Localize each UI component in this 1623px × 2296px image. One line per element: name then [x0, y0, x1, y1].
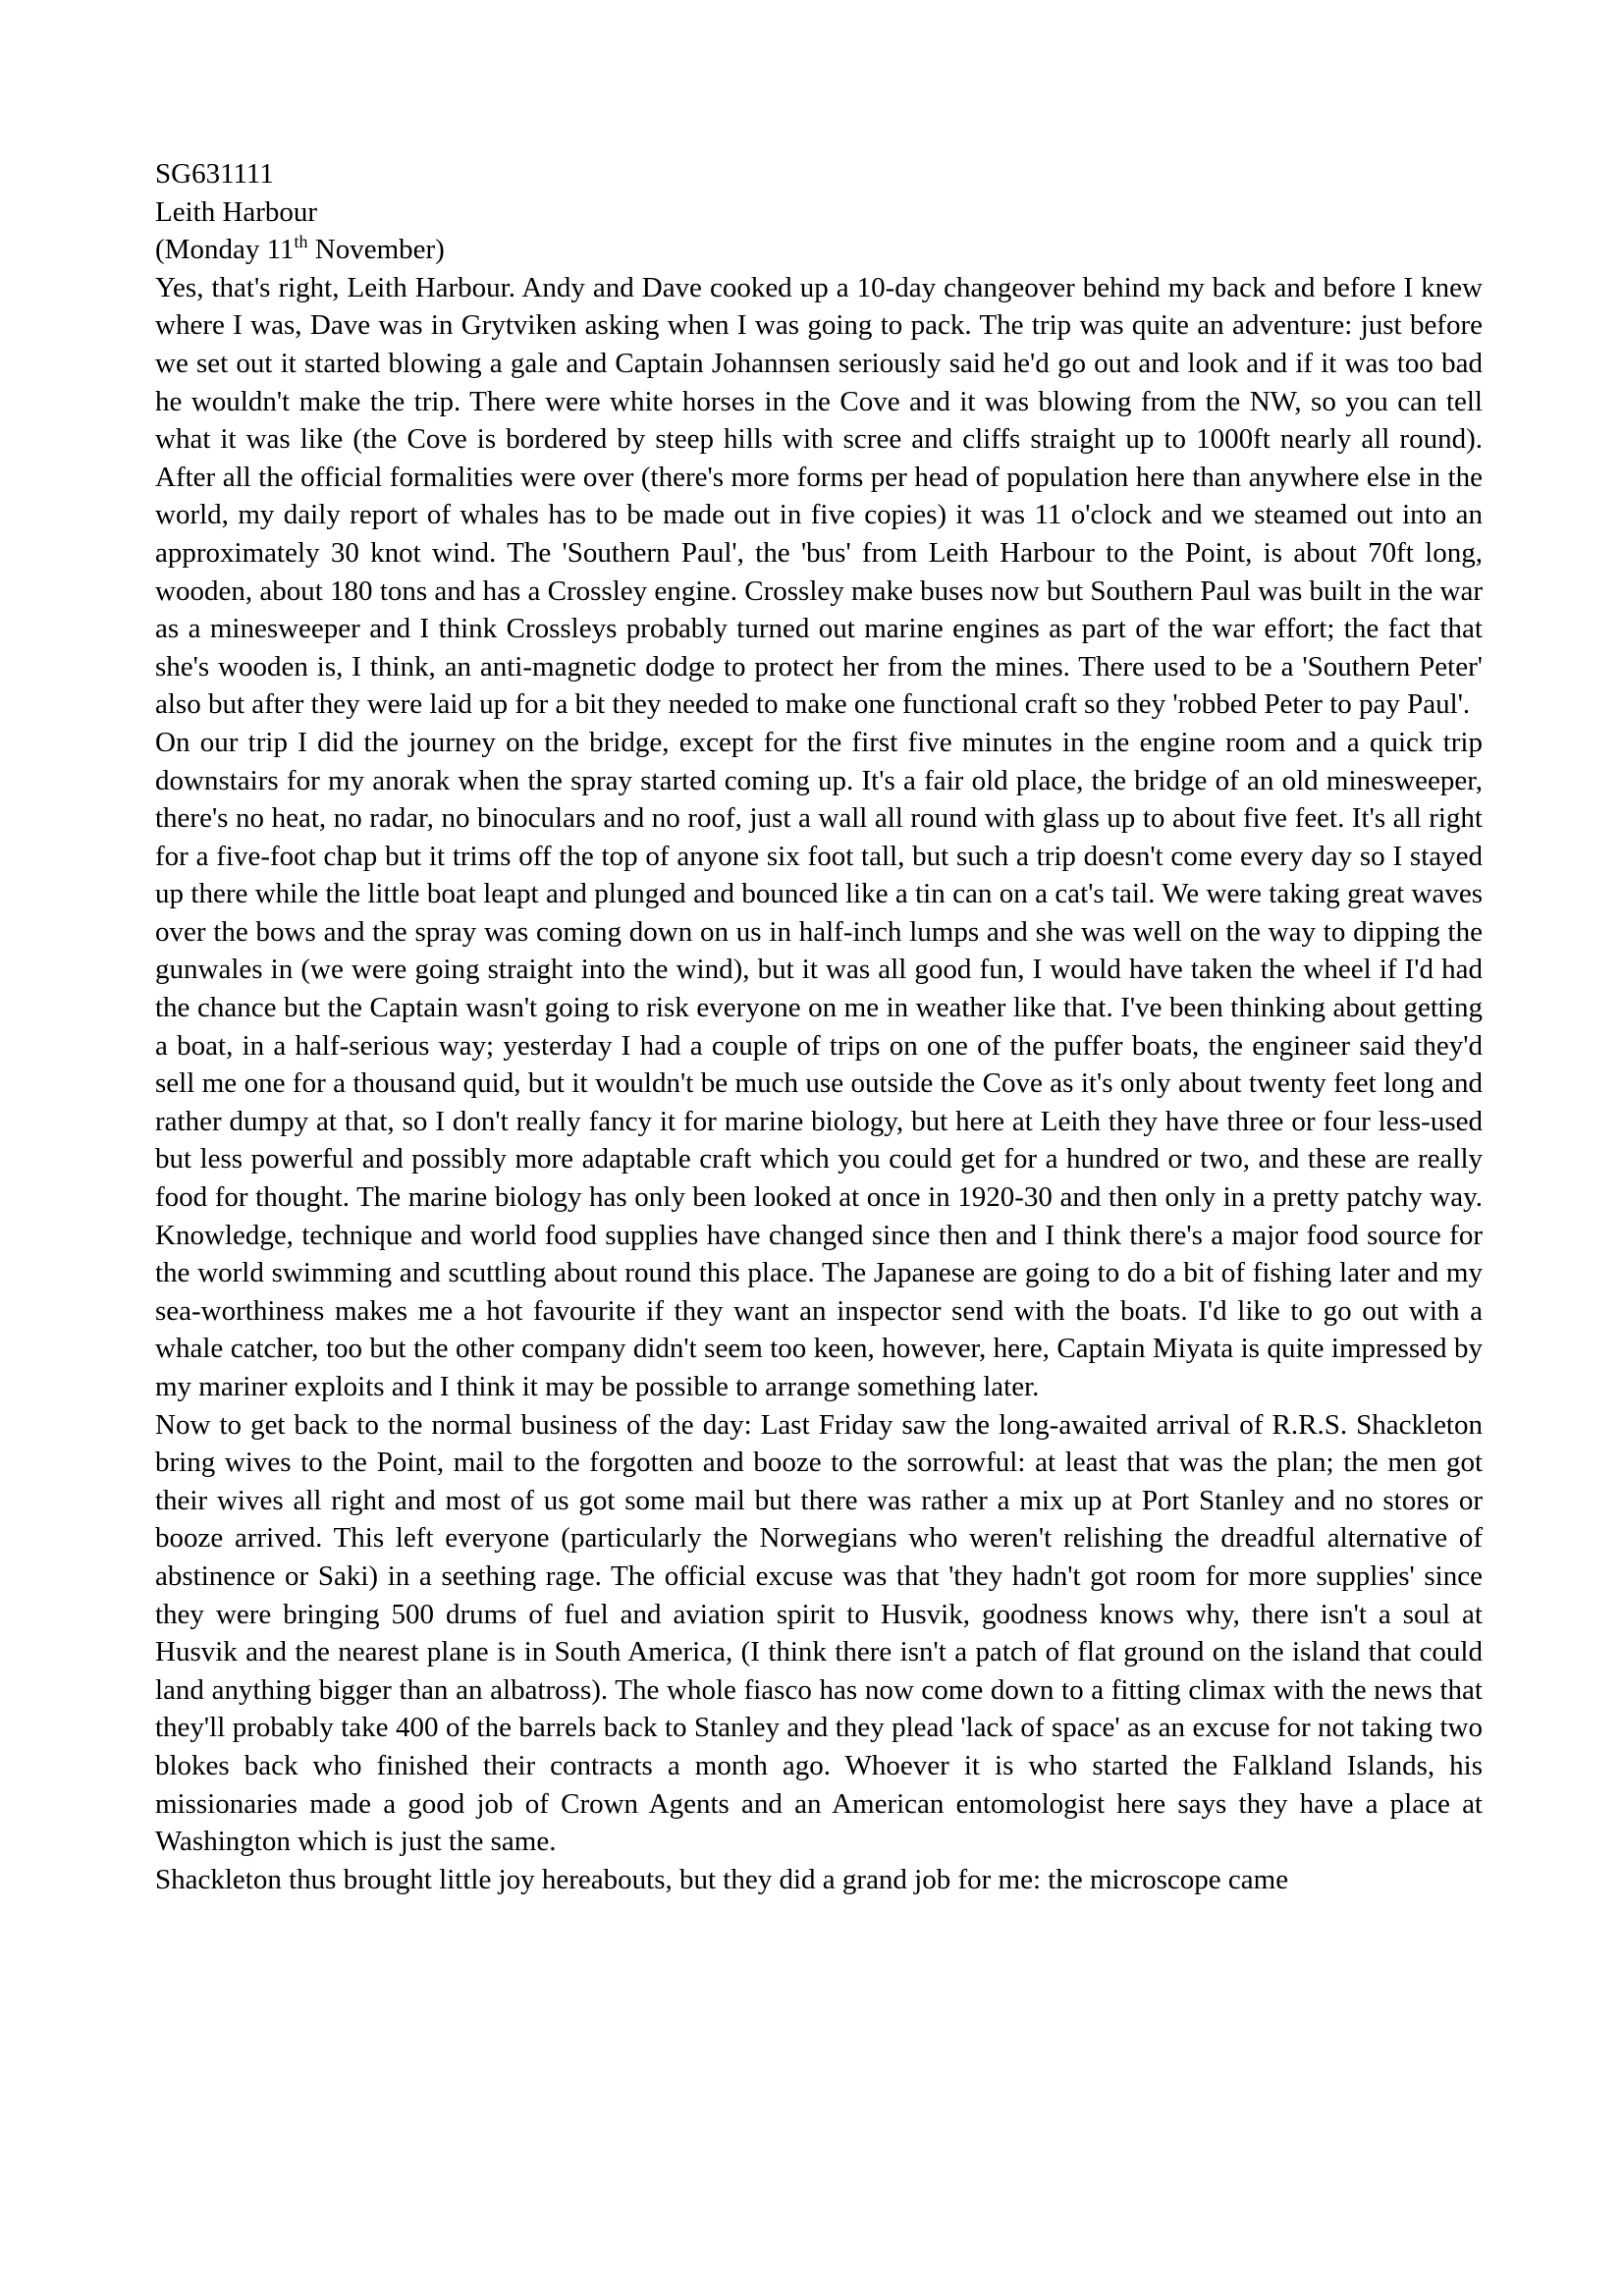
date-close: November): [307, 234, 445, 266]
document-date: [155, 231, 1483, 269]
paragraph-trip: Yes, that's right, Leith Harbour. Andy and Dave cooked up a 10-day changeover behind my back and before I knew where I was, Dave was in Grytviken asking when I was going to pack. The trip was quite an adventure: just before we set out it started blowing a gale and Captain Johannsen seriously said he'd go out and look and if it was too bad he wouldn't make the trip. There were white horses in the Cove and it was blowing from the NW, so you can tell what it was like (the Cove is bordered by steep hills with scree and cliffs straight up to 1000ft nearly all round). After all the official formalities were over (there's more forms per head of population here than anywhere else in the world, my daily report of whales has to be made out in five copies) it was 11 o'clock and we steamed out into an approximately 30 knot wind. The 'Southern Paul', the 'bus' from Leith Harbour to the Point, is about 70ft long, wooden, about 180 tons and has a Crossley engine. Crossley make buses now but Southern Paul was built in the war as a minesweeper and I think Crossleys probably turned out marine engines as part of the war effort; the fact that she's wooden is, I think, an anti-magnetic dodge to protect her from the mines. There used to be a 'Southern Peter' also but after they were laid up for a bit they needed to make one functional craft so they 'robbed Peter to pay Paul'.: [155, 271, 1483, 721]
paragraph-bridge: On our trip I did the journey on the bridge, except for the first five minutes in the engine room and a quick trip downstairs for my anorak when the spray started coming up. It's a fair old place, the bridge of an old minesweeper, there's no heat, no radar, no binoculars and no roof, just a wall all round with glass up to about five feet. It's all right for a five-foot chap but it trims off the top of anyone six foot tall, but such a trip doesn't come every day so I stayed up there while the little boat leapt and plunged and bounced like a tin can on a cat's tail. We were taking great waves over the bows and the spray was coming down on us in half-inch lumps and she was well on the way to dipping the gunwales in (we were going straight into the wind), but it was all good fun, I would have taken the wheel if I'd had the chance but the Captain wasn't going to risk everyone on me in weather like that. I've been thinking about getting a boat, in a half-serious way; yesterday I had a couple of trips on one of the puffer boats, the engineer said they'd sell me one for a thousand quid, but it wouldn't be much use outside the Cove as it's only about twenty feet long and rather dumpy at that, so I don't really fancy it for marine biology, but here at Leith they have three or four less-used but less powerful and possibly more adaptable craft which you could get for a hundred or two, and these are really food for thought. The marine biology has only been looked at once in 1920-30 and then only in a pretty patchy way. Knowledge, technique and world food supplies have changed since then and I think there's a major food source for the world swimming and scuttling about round this place. The Japanese are going to do a bit of fishing later and my sea-worthiness makes me a hot favourite if they want an inspector send with the boats. I'd like to go out with a whale catcher, too but the other company didn't seem too keen, however, here, Captain Miyata is quite impressed by my mariner exploits and I think it may be possible to arrange something later.: [155, 726, 1483, 1402]
document-location: Leith Harbour: [155, 195, 318, 228]
document-reference: SG631111: [155, 158, 274, 190]
paragraph-shackleton-arrival: Now to get back to the normal business of the day: Last Friday saw the long-awaited arrival of R.R.S. Shackleton bring wives to the Point, mail to the forgotten and booze to the sorrowful: at least that was the plan; the men got their wives all right and most of us got some mail but there was rather a mix up at Port Stanley and no stores or booze arrived. This left everyone (particularly the Norwegians who weren't relishing the dreadful alternative of abstinence or Saki) in a seething rage. The official excuse was that 'they hadn't got room for more supplies' since they were bringing 500 drums of fuel and aviation spirit to Husvik, goodness knows why, there isn't a soul at Husvik and the nearest plane is in South America, (I think there isn't a patch of flat ground on the island that could land anything bigger than an albatross). The whole fiasco has now come down to a fitting climax with the news that they'll probably take 400 of the barrels back to Stanley and they plead 'lack of space' as an excuse for not taking two blokes back who finished their contracts a month ago. Whoever it is who started the Falkland Islands, his missionaries made a good job of Crown Agents and an American entomologist here says they have a place at Washington which is just the same.: [155, 1408, 1483, 1858]
paragraph-microscope: Shackleton thus brought little joy hereabouts, but they did a grand job for me: the microscope came: [155, 1863, 1289, 1895]
date-ordinal-suffix: th: [294, 232, 308, 252]
date-open: (Monday 11: [155, 234, 295, 266]
letter-body: [155, 155, 1483, 1898]
